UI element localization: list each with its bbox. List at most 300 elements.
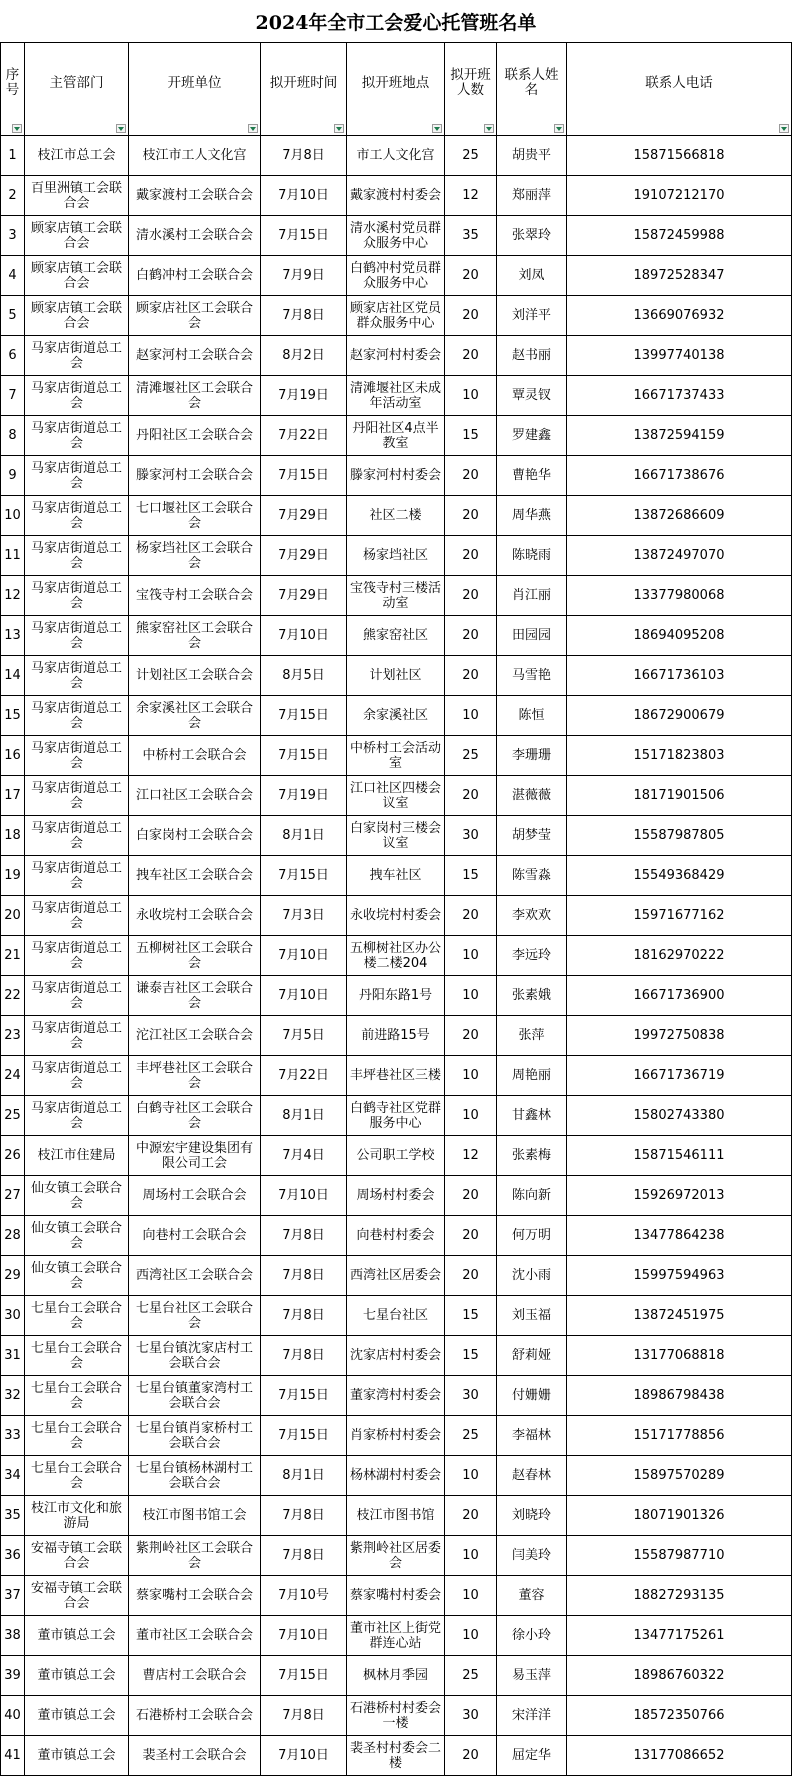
- cell-location: 滕家河村村委会: [347, 456, 445, 496]
- cell-start-date: 7月10日: [261, 1736, 347, 1776]
- table-row: [1, 1656, 792, 1696]
- cell-unit: 石港桥村工会联合会: [129, 1696, 261, 1736]
- cell-location: 蔡家嘴村村委会: [347, 1576, 445, 1616]
- header-label: 联系人电话: [645, 74, 713, 91]
- header-cell: [497, 43, 567, 136]
- cell-headcount: 20: [445, 896, 497, 936]
- cell-start-date: 7月15日: [261, 1376, 347, 1416]
- cell-location: 社区二楼: [347, 496, 445, 536]
- table-row: [1, 736, 792, 776]
- cell-contact-name: 陈晓雨: [497, 536, 567, 576]
- cell-start-date: 7月8日: [261, 1256, 347, 1296]
- cell-start-date: 7月15日: [261, 456, 347, 496]
- cell-index: 28: [1, 1216, 25, 1256]
- cell-contact-phone: 16671738676: [567, 456, 792, 496]
- cell-department: 马家店街道总工会: [25, 1056, 129, 1096]
- cell-location: 白鹤冲村党员群众服务中心: [347, 256, 445, 296]
- header-label: 拟开班人数: [450, 67, 491, 98]
- cell-contact-phone: 15926972013: [567, 1176, 792, 1216]
- cell-index: 16: [1, 736, 25, 776]
- cell-start-date: 7月8日: [261, 1696, 347, 1736]
- header-label: 序号: [5, 67, 20, 98]
- cell-headcount: 20: [445, 776, 497, 816]
- cell-unit: 谦泰吉社区工会联合会: [129, 976, 261, 1016]
- cell-unit: 中桥村工会联合会: [129, 736, 261, 776]
- cell-contact-name: 屈定华: [497, 1736, 567, 1776]
- cell-unit: 枝江市工人文化宫: [129, 136, 261, 176]
- cell-headcount: 15: [445, 1336, 497, 1376]
- cell-department: 马家店街道总工会: [25, 736, 129, 776]
- table-row: [1, 1296, 792, 1336]
- filter-dropdown-icon[interactable]: [12, 124, 22, 133]
- cell-contact-name: 李远玲: [497, 936, 567, 976]
- cell-index: 26: [1, 1136, 25, 1176]
- filter-dropdown-icon[interactable]: [484, 124, 494, 133]
- cell-department: 马家店街道总工会: [25, 376, 129, 416]
- trusteeship-class-table: [0, 42, 792, 1776]
- cell-index: 11: [1, 536, 25, 576]
- cell-start-date: 8月1日: [261, 1456, 347, 1496]
- cell-headcount: 20: [445, 496, 497, 536]
- table-row: [1, 1616, 792, 1656]
- filter-dropdown-icon[interactable]: [554, 124, 564, 133]
- cell-headcount: 10: [445, 696, 497, 736]
- table-row: [1, 336, 792, 376]
- table-row: [1, 616, 792, 656]
- cell-contact-name: 刘凤: [497, 256, 567, 296]
- page-title: 2024年全市工会爱心托管班名单: [255, 11, 537, 34]
- cell-index: 31: [1, 1336, 25, 1376]
- cell-unit: 向巷村工会联合会: [129, 1216, 261, 1256]
- cell-location: 前进路15号: [347, 1016, 445, 1056]
- cell-index: 34: [1, 1456, 25, 1496]
- cell-unit: 余家溪社区工会联合会: [129, 696, 261, 736]
- cell-unit: 沱江社区工会联合会: [129, 1016, 261, 1056]
- cell-index: 14: [1, 656, 25, 696]
- cell-index: 6: [1, 336, 25, 376]
- cell-location: 五柳树社区办公楼二楼204: [347, 936, 445, 976]
- cell-location: 江口社区四楼会议室: [347, 776, 445, 816]
- cell-department: 马家店街道总工会: [25, 976, 129, 1016]
- cell-department: 马家店街道总工会: [25, 416, 129, 456]
- cell-contact-phone: 13872594159: [567, 416, 792, 456]
- cell-unit: 白鹤冲村工会联合会: [129, 256, 261, 296]
- table-row: [1, 536, 792, 576]
- header-label: 拟开班时间: [269, 74, 338, 91]
- cell-department: 枝江市总工会: [25, 136, 129, 176]
- cell-contact-name: 湛薇薇: [497, 776, 567, 816]
- cell-unit: 戴家渡村工会联合会: [129, 176, 261, 216]
- cell-headcount: 25: [445, 1416, 497, 1456]
- cell-start-date: 7月15日: [261, 696, 347, 736]
- cell-contact-phone: 16671736900: [567, 976, 792, 1016]
- table-header: [1, 43, 792, 136]
- cell-location: 清滩堰社区未成年活动室: [347, 376, 445, 416]
- cell-contact-phone: 18672900679: [567, 696, 792, 736]
- cell-location: 杨家垱社区: [347, 536, 445, 576]
- cell-index: 2: [1, 176, 25, 216]
- cell-headcount: 10: [445, 936, 497, 976]
- cell-index: 24: [1, 1056, 25, 1096]
- cell-location: 丹阳东路1号: [347, 976, 445, 1016]
- cell-index: 40: [1, 1696, 25, 1736]
- cell-headcount: 15: [445, 416, 497, 456]
- cell-unit: 西湾社区工会联合会: [129, 1256, 261, 1296]
- cell-index: 10: [1, 496, 25, 536]
- cell-location: 七星台社区: [347, 1296, 445, 1336]
- table-row: [1, 216, 792, 256]
- cell-location: 赵家河村村委会: [347, 336, 445, 376]
- cell-contact-name: 田园园: [497, 616, 567, 656]
- cell-department: 马家店街道总工会: [25, 456, 129, 496]
- cell-contact-phone: 15871546111: [567, 1136, 792, 1176]
- cell-start-date: 7月15日: [261, 1416, 347, 1456]
- cell-contact-phone: 13177086652: [567, 1736, 792, 1776]
- table-row: [1, 776, 792, 816]
- cell-contact-name: 陈恒: [497, 696, 567, 736]
- cell-department: 马家店街道总工会: [25, 936, 129, 976]
- cell-department: 七星台工会联合会: [25, 1296, 129, 1336]
- cell-contact-name: 张素梅: [497, 1136, 567, 1176]
- table-row: [1, 1576, 792, 1616]
- cell-department: 枝江市文化和旅游局: [25, 1496, 129, 1536]
- table-row: [1, 1416, 792, 1456]
- cell-location: 西湾社区居委会: [347, 1256, 445, 1296]
- cell-location: 公司职工学校: [347, 1136, 445, 1176]
- cell-contact-phone: 19107212170: [567, 176, 792, 216]
- cell-department: 董市镇总工会: [25, 1616, 129, 1656]
- cell-unit: 杨家垱社区工会联合会: [129, 536, 261, 576]
- cell-contact-phone: 15971677162: [567, 896, 792, 936]
- cell-start-date: 7月15日: [261, 736, 347, 776]
- cell-department: 马家店街道总工会: [25, 816, 129, 856]
- cell-unit: 中源宏宇建设集团有限公司工会: [129, 1136, 261, 1176]
- cell-index: 22: [1, 976, 25, 1016]
- cell-department: 顾家店镇工会联合会: [25, 256, 129, 296]
- cell-start-date: 7月22日: [261, 1056, 347, 1096]
- header-cell: [567, 43, 792, 136]
- cell-department: 仙女镇工会联合会: [25, 1176, 129, 1216]
- cell-headcount: 20: [445, 1256, 497, 1296]
- table-row: [1, 296, 792, 336]
- cell-contact-phone: 18694095208: [567, 616, 792, 656]
- cell-index: 13: [1, 616, 25, 656]
- cell-headcount: 20: [445, 1216, 497, 1256]
- cell-contact-phone: 13477864238: [567, 1216, 792, 1256]
- cell-location: 杨林湖村村委会: [347, 1456, 445, 1496]
- cell-index: 4: [1, 256, 25, 296]
- cell-start-date: 7月8日: [261, 136, 347, 176]
- cell-start-date: 7月22日: [261, 416, 347, 456]
- cell-start-date: 7月10日: [261, 1176, 347, 1216]
- table-body: [1, 136, 792, 1776]
- cell-contact-name: 闫美玲: [497, 1536, 567, 1576]
- header-label: 主管部门: [49, 74, 104, 91]
- cell-index: 12: [1, 576, 25, 616]
- cell-headcount: 20: [445, 336, 497, 376]
- cell-headcount: 10: [445, 1056, 497, 1096]
- header-cell: [25, 43, 129, 136]
- cell-contact-phone: 15587987805: [567, 816, 792, 856]
- cell-unit: 清水溪村工会联合会: [129, 216, 261, 256]
- table-row: [1, 816, 792, 856]
- cell-department: 马家店街道总工会: [25, 856, 129, 896]
- cell-start-date: 7月5日: [261, 1016, 347, 1056]
- table-row: [1, 1256, 792, 1296]
- cell-start-date: 8月5日: [261, 656, 347, 696]
- cell-start-date: 7月10日: [261, 936, 347, 976]
- cell-start-date: 7月8日: [261, 296, 347, 336]
- cell-contact-phone: 16671736719: [567, 1056, 792, 1096]
- cell-department: 马家店街道总工会: [25, 576, 129, 616]
- cell-contact-name: 李福林: [497, 1416, 567, 1456]
- cell-location: 丰坪巷社区三楼: [347, 1056, 445, 1096]
- filter-dropdown-icon[interactable]: [248, 124, 258, 133]
- cell-contact-name: 付姗姗: [497, 1376, 567, 1416]
- cell-headcount: 30: [445, 816, 497, 856]
- cell-unit: 蔡家嘴村工会联合会: [129, 1576, 261, 1616]
- cell-contact-phone: 15171778856: [567, 1416, 792, 1456]
- cell-index: 21: [1, 936, 25, 976]
- cell-index: 30: [1, 1296, 25, 1336]
- table-row: [1, 856, 792, 896]
- cell-location: 中桥村工会活动室: [347, 736, 445, 776]
- table-row: [1, 1176, 792, 1216]
- table-row: [1, 376, 792, 416]
- filter-dropdown-icon[interactable]: [432, 124, 442, 133]
- cell-headcount: 20: [445, 616, 497, 656]
- cell-index: 19: [1, 856, 25, 896]
- cell-unit: 枝江市图书馆工会: [129, 1496, 261, 1536]
- table-row: [1, 1456, 792, 1496]
- cell-location: 永收垸村村委会: [347, 896, 445, 936]
- cell-contact-phone: 18827293135: [567, 1576, 792, 1616]
- header-cell: [129, 43, 261, 136]
- cell-unit: 裴圣村工会联合会: [129, 1736, 261, 1776]
- cell-headcount: 10: [445, 1096, 497, 1136]
- cell-contact-phone: 13177068818: [567, 1336, 792, 1376]
- cell-index: 37: [1, 1576, 25, 1616]
- cell-contact-name: 刘晓玲: [497, 1496, 567, 1536]
- cell-headcount: 12: [445, 176, 497, 216]
- cell-contact-name: 董容: [497, 1576, 567, 1616]
- cell-department: 马家店街道总工会: [25, 496, 129, 536]
- cell-headcount: 25: [445, 136, 497, 176]
- cell-contact-name: 胡梦莹: [497, 816, 567, 856]
- table-row: [1, 1096, 792, 1136]
- table-row: [1, 176, 792, 216]
- cell-headcount: 30: [445, 1696, 497, 1736]
- cell-headcount: 20: [445, 1016, 497, 1056]
- cell-contact-name: 赵春林: [497, 1456, 567, 1496]
- cell-contact-name: 肖江丽: [497, 576, 567, 616]
- cell-headcount: 10: [445, 1576, 497, 1616]
- cell-department: 仙女镇工会联合会: [25, 1256, 129, 1296]
- cell-contact-phone: 18972528347: [567, 256, 792, 296]
- cell-headcount: 10: [445, 376, 497, 416]
- cell-contact-phone: 18162970222: [567, 936, 792, 976]
- table-row: [1, 696, 792, 736]
- cell-location: 石港桥村村委会一楼: [347, 1696, 445, 1736]
- cell-location: 拽车社区: [347, 856, 445, 896]
- cell-headcount: 30: [445, 1376, 497, 1416]
- filter-dropdown-icon[interactable]: [116, 124, 126, 133]
- cell-contact-name: 胡贵平: [497, 136, 567, 176]
- header-cell: [261, 43, 347, 136]
- cell-contact-name: 张翠玲: [497, 216, 567, 256]
- cell-contact-phone: 13669076932: [567, 296, 792, 336]
- cell-contact-name: 甘鑫林: [497, 1096, 567, 1136]
- cell-contact-name: 宋洋洋: [497, 1696, 567, 1736]
- cell-headcount: 25: [445, 1656, 497, 1696]
- cell-headcount: 10: [445, 1456, 497, 1496]
- table-row: [1, 976, 792, 1016]
- cell-contact-phone: 18986760322: [567, 1656, 792, 1696]
- cell-unit: 滕家河村工会联合会: [129, 456, 261, 496]
- cell-unit: 董市社区工会联合会: [129, 1616, 261, 1656]
- cell-index: 41: [1, 1736, 25, 1776]
- cell-contact-name: 周艳丽: [497, 1056, 567, 1096]
- cell-start-date: 7月8日: [261, 1496, 347, 1536]
- cell-department: 马家店街道总工会: [25, 1096, 129, 1136]
- table-row: [1, 576, 792, 616]
- cell-headcount: 20: [445, 576, 497, 616]
- header-cell: [1, 43, 25, 136]
- cell-start-date: 8月2日: [261, 336, 347, 376]
- cell-unit: 周场村工会联合会: [129, 1176, 261, 1216]
- table-row: [1, 1496, 792, 1536]
- cell-index: 8: [1, 416, 25, 456]
- cell-department: 七星台工会联合会: [25, 1376, 129, 1416]
- filter-dropdown-icon[interactable]: [779, 124, 789, 133]
- cell-location: 丹阳社区4点半教室: [347, 416, 445, 456]
- cell-location: 肖家桥村村委会: [347, 1416, 445, 1456]
- cell-location: 紫荆岭社区居委会: [347, 1536, 445, 1576]
- cell-unit: 拽车社区工会联合会: [129, 856, 261, 896]
- cell-index: 18: [1, 816, 25, 856]
- cell-unit: 丰坪巷社区工会联合会: [129, 1056, 261, 1096]
- cell-contact-name: 刘洋平: [497, 296, 567, 336]
- table-row: [1, 1696, 792, 1736]
- cell-location: 市工人文化宫: [347, 136, 445, 176]
- cell-unit: 七星台镇肖家桥村工会联合会: [129, 1416, 261, 1456]
- cell-headcount: 20: [445, 1496, 497, 1536]
- cell-unit: 五柳树社区工会联合会: [129, 936, 261, 976]
- cell-unit: 白家岗村工会联合会: [129, 816, 261, 856]
- cell-contact-name: 周华燕: [497, 496, 567, 536]
- cell-index: 7: [1, 376, 25, 416]
- cell-index: 20: [1, 896, 25, 936]
- cell-headcount: 20: [445, 536, 497, 576]
- cell-contact-name: 赵书丽: [497, 336, 567, 376]
- cell-contact-name: 徐小玲: [497, 1616, 567, 1656]
- cell-department: 七星台工会联合会: [25, 1456, 129, 1496]
- cell-department: 安福寺镇工会联合会: [25, 1576, 129, 1616]
- table-row: [1, 656, 792, 696]
- cell-department: 马家店街道总工会: [25, 896, 129, 936]
- cell-department: 董市镇总工会: [25, 1736, 129, 1776]
- header-cell: [445, 43, 497, 136]
- cell-start-date: 8月1日: [261, 816, 347, 856]
- table-row: [1, 1056, 792, 1096]
- filter-dropdown-icon[interactable]: [334, 124, 344, 133]
- cell-contact-name: 沈小雨: [497, 1256, 567, 1296]
- cell-start-date: 7月29日: [261, 536, 347, 576]
- cell-headcount: 20: [445, 1176, 497, 1216]
- table-row: [1, 896, 792, 936]
- cell-start-date: 7月8日: [261, 1216, 347, 1256]
- cell-headcount: 20: [445, 256, 497, 296]
- cell-department: 董市镇总工会: [25, 1656, 129, 1696]
- cell-location: 余家溪社区: [347, 696, 445, 736]
- cell-index: 32: [1, 1376, 25, 1416]
- cell-unit: 七星台镇董家湾村工会联合会: [129, 1376, 261, 1416]
- cell-contact-phone: 15997594963: [567, 1256, 792, 1296]
- table-row: [1, 1536, 792, 1576]
- cell-headcount: 35: [445, 216, 497, 256]
- cell-index: 36: [1, 1536, 25, 1576]
- cell-location: 董家湾村村委会: [347, 1376, 445, 1416]
- cell-location: 裴圣村村委会二楼: [347, 1736, 445, 1776]
- cell-index: 9: [1, 456, 25, 496]
- cell-location: 向巷村村委会: [347, 1216, 445, 1256]
- cell-department: 七星台工会联合会: [25, 1336, 129, 1376]
- cell-contact-name: 覃灵钗: [497, 376, 567, 416]
- header-label: 拟开班地点: [361, 74, 430, 91]
- cell-contact-phone: 15897570289: [567, 1456, 792, 1496]
- cell-contact-phone: 16671737433: [567, 376, 792, 416]
- header-label: 联系人姓名: [504, 67, 559, 98]
- table-row: [1, 496, 792, 536]
- cell-department: 马家店街道总工会: [25, 776, 129, 816]
- cell-index: 3: [1, 216, 25, 256]
- cell-contact-phone: 15802743380: [567, 1096, 792, 1136]
- cell-contact-name: 易玉萍: [497, 1656, 567, 1696]
- cell-start-date: 7月19日: [261, 776, 347, 816]
- cell-department: 马家店街道总工会: [25, 536, 129, 576]
- cell-contact-phone: 13377980068: [567, 576, 792, 616]
- cell-headcount: 10: [445, 1536, 497, 1576]
- cell-headcount: 25: [445, 736, 497, 776]
- table-row: [1, 1736, 792, 1776]
- cell-contact-phone: 15171823803: [567, 736, 792, 776]
- cell-contact-name: 李欢欢: [497, 896, 567, 936]
- cell-contact-name: 张萍: [497, 1016, 567, 1056]
- cell-start-date: 7月29日: [261, 576, 347, 616]
- cell-contact-name: 何万明: [497, 1216, 567, 1256]
- header-label: 开班单位: [167, 74, 222, 91]
- cell-headcount: 20: [445, 296, 497, 336]
- cell-unit: 白鹤寺社区工会联合会: [129, 1096, 261, 1136]
- cell-department: 枝江市住建局: [25, 1136, 129, 1176]
- cell-location: 白家岗村三楼会议室: [347, 816, 445, 856]
- cell-contact-name: 曹艳华: [497, 456, 567, 496]
- cell-start-date: 7月10日: [261, 1616, 347, 1656]
- cell-department: 安福寺镇工会联合会: [25, 1536, 129, 1576]
- cell-unit: 七星台镇沈家店村工会联合会: [129, 1336, 261, 1376]
- cell-unit: 丹阳社区工会联合会: [129, 416, 261, 456]
- cell-contact-phone: 15871566818: [567, 136, 792, 176]
- table-row: [1, 1376, 792, 1416]
- cell-contact-phone: 18071901326: [567, 1496, 792, 1536]
- cell-location: 顾家店社区党员群众服务中心: [347, 296, 445, 336]
- cell-location: 枫林月季园: [347, 1656, 445, 1696]
- cell-location: 戴家渡村村委会: [347, 176, 445, 216]
- cell-start-date: 7月10日: [261, 176, 347, 216]
- cell-location: 周场村村委会: [347, 1176, 445, 1216]
- cell-start-date: 7月10日: [261, 616, 347, 656]
- header-cell: [347, 43, 445, 136]
